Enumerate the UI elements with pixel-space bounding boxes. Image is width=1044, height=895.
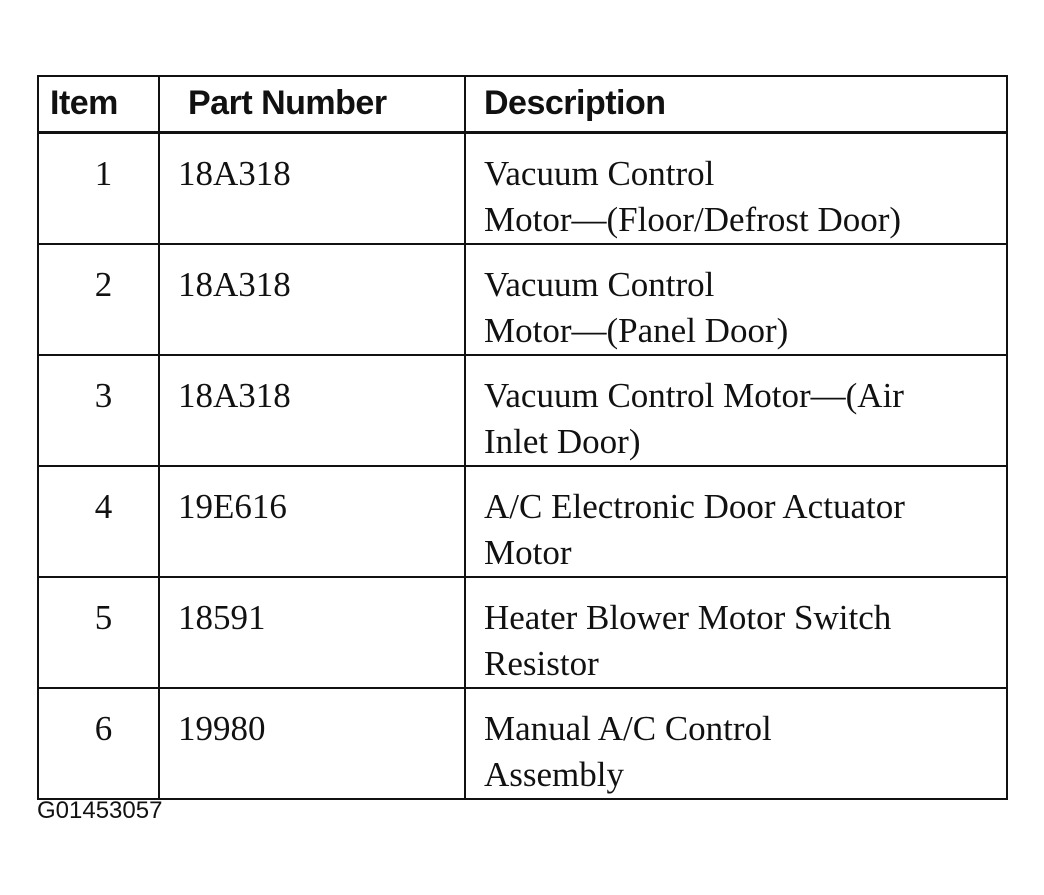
table-row [38,132,1007,244]
description-line: Vacuum Control [484,153,715,193]
description-line: Vacuum Control [484,264,715,304]
table-header [38,76,1007,132]
table-row [38,244,1007,355]
figure-id-label: G01453057 [37,797,163,824]
column-header-item: Item [38,76,159,132]
table-body [38,132,1007,799]
table-row [38,466,1007,577]
part-number-cell: 18A318 [159,355,465,466]
part-number-cell: 18A318 [159,132,465,244]
description-cell [465,244,1007,355]
header-row [38,76,1007,132]
description-line: Motor [484,532,572,572]
description-line: Assembly [484,754,624,794]
description-cell [465,355,1007,466]
description-cell [465,688,1007,799]
part-number-cell: 18A318 [159,244,465,355]
table-row [38,577,1007,688]
description-line: Heater Blower Motor Switch [484,597,892,637]
parts-table [37,75,1008,800]
description-line: Manual A/C Control [484,708,772,748]
description-line: A/C Electronic Door Actuator [484,486,905,526]
item-number-cell: 6 [38,688,159,799]
description-line: Resistor [484,643,599,683]
description-line: Inlet Door) [484,421,641,461]
description-line: Vacuum Control Motor—(Air [484,375,904,415]
table-row [38,688,1007,799]
part-number-cell: 18591 [159,577,465,688]
item-number-cell: 5 [38,577,159,688]
description-line: Motor—(Panel Door) [484,310,789,350]
column-header-description: Description [465,76,1007,132]
description-cell [465,132,1007,244]
item-number-cell: 4 [38,466,159,577]
column-header-part-number: Part Number [159,76,465,132]
item-number-cell: 2 [38,244,159,355]
part-number-cell: 19980 [159,688,465,799]
table-row [38,355,1007,466]
description-cell [465,466,1007,577]
description-cell [465,577,1007,688]
part-number-cell: 19E616 [159,466,465,577]
item-number-cell: 1 [38,132,159,244]
item-number-cell: 3 [38,355,159,466]
description-line: Motor—(Floor/Defrost Door) [484,199,902,239]
